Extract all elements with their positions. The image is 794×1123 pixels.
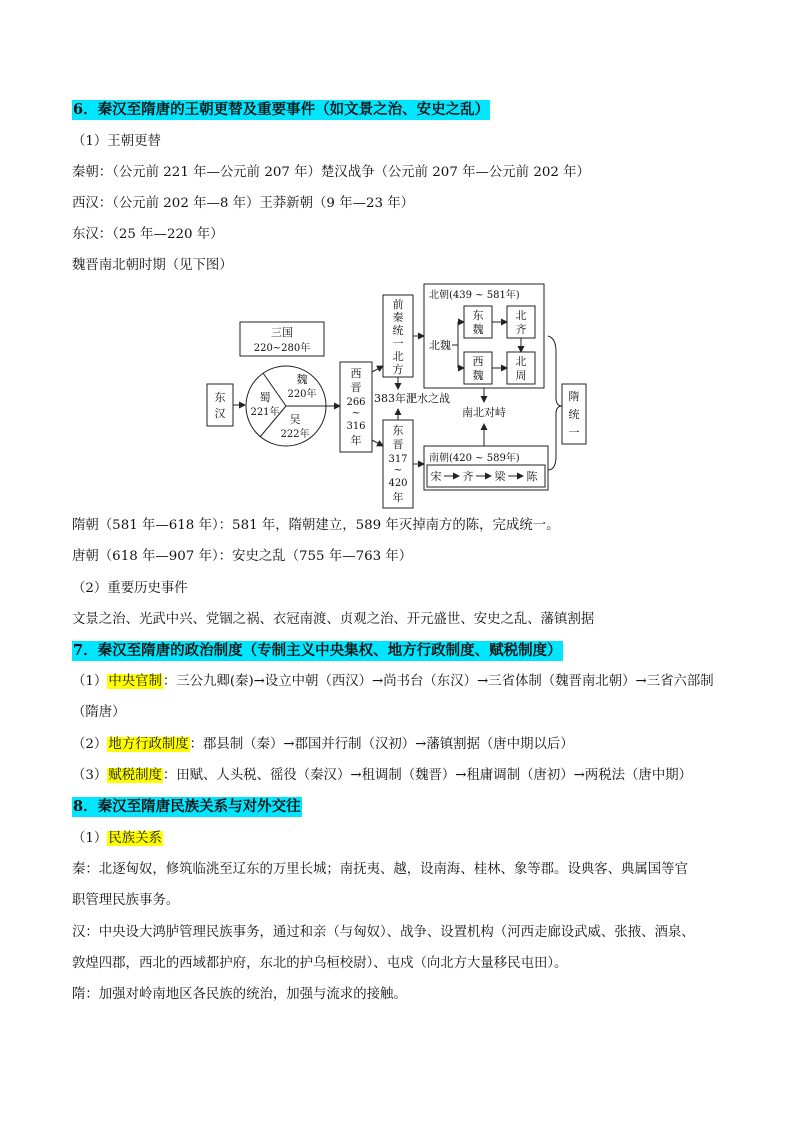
section-8-heading: 8．秦汉至隋唐民族关系与对外交往	[73, 798, 301, 815]
tax-system-line: （3）赋税制度：田赋、人头税、徭役（秦汉）→租调制（魏晋）→租庸调制（唐初）→两税法（唐中期）	[72, 768, 692, 783]
sui-char-2: 统	[568, 408, 580, 421]
dongwei-char-2: 魏	[472, 323, 484, 336]
xiwei-char-1: 西	[472, 355, 484, 368]
donghan-char-2: 汉	[214, 407, 226, 420]
qin-dynasty-line: 秦朝：（公元前 221 年—公元前 207 年）楚汉战争（公元前 207 年—公元前 202 年）	[72, 165, 590, 180]
weijin-line: 魏晋南北朝时期（见下图）	[72, 258, 233, 273]
sanguo-label: 三国	[271, 326, 293, 339]
central-official-cont: （隋唐）	[72, 705, 126, 720]
donghan-char-1: 东	[214, 391, 226, 404]
xihan-line: 西汉：（公元前 202 年—8 年）王莽新朝（9 年—23 年）	[72, 196, 415, 211]
sanguo-years: 220~280年	[253, 343, 311, 354]
central-official-line: （1）中央官制：三公九卿(秦)→设立中朝（西汉）→尚书台（东汉）→三省体制（魏晋南北朝）→三省六部制	[72, 674, 714, 689]
shu-years: 221年	[250, 407, 280, 418]
han-ethnic-line-1: 汉：中央设大鸿胪管理民族事务，通过和亲（与匈奴）、战争、设置机构（河西走廊设武威、张掖、酒泉、	[72, 925, 695, 940]
dongjin-char-4: ~	[393, 465, 403, 476]
nanchao-qi: 齐	[462, 470, 474, 483]
sui-ethnic-line: 隋：加强对岭南地区各民族的统治，加强与流求的接触。	[72, 987, 407, 1002]
ethnic-relations-line: （1）民族关系	[72, 831, 162, 846]
beichao-label: 北朝(439 ~ 581年)	[429, 290, 520, 301]
dongjin-char-6: 年	[392, 491, 404, 504]
tang-dynasty-line: 唐朝（618 年—907 年）：安史之乱（755 年—763 年）	[72, 549, 413, 564]
xijin-char-2: 晋	[350, 381, 362, 394]
section-6-sub2: （2）重要历史事件	[72, 581, 188, 596]
qianqin-char-4: 一	[392, 337, 404, 350]
nanbei-label: 南北对峙	[462, 406, 506, 419]
beizhou-char-2: 周	[515, 369, 527, 382]
qin-ethnic-line-1: 秦：北逐匈奴，修筑临洮至辽东的万里长城；南抚夷、越，设南海、桂林、象等郡。设典客、典属国等官	[72, 862, 688, 877]
events-line: 文景之治、光武中兴、党锢之祸、衣冠南渡、贞观之治、开元盛世、安史之乱、藩镇割据	[72, 612, 595, 627]
qin-ethnic-line-2: 职管理民族事务。	[72, 893, 180, 908]
ethnic-relations-highlight: 民族关系	[108, 831, 162, 846]
sui-char-1: 隋	[568, 390, 580, 403]
wei-label: 魏	[296, 373, 308, 386]
nanchao-song: 宋	[430, 470, 442, 483]
local-admin-line: （2）地方行政制度：郡县制（秦）→郡国并行制（汉初）→藩镇割据（唐中期以后）	[72, 737, 574, 752]
qianqin-char-5: 北	[392, 350, 404, 363]
xijin-char-3: 266	[346, 397, 366, 408]
tax-system-highlight: 赋税制度	[108, 768, 162, 783]
central-official-highlight: 中央官制	[108, 674, 162, 689]
dongwei-char-1: 东	[472, 309, 484, 322]
section-6-heading: 6．秦汉至隋唐的王朝更替及重要事件（如文景之治、安史之乱）	[73, 101, 490, 118]
feishui-label: 383年淝水之战	[374, 392, 450, 405]
dongjin-char-3: 317	[388, 454, 408, 465]
nanchao-liang: 梁	[494, 470, 506, 483]
beiqi-char-1: 北	[515, 309, 527, 322]
xijin-char-5: 316	[346, 421, 366, 432]
local-admin-highlight: 地方行政制度	[108, 737, 189, 752]
xijin-char-1: 西	[350, 367, 362, 380]
sui-char-3: 一	[568, 426, 580, 439]
nanchao-label: 南朝(420 ~ 589年)	[429, 453, 520, 464]
nanchao-chen: 陈	[526, 470, 538, 483]
qianqin-char-3: 统	[392, 324, 404, 337]
xijin-char-4: ~	[351, 408, 361, 419]
beizhou-char-1: 北	[515, 355, 527, 368]
xiwei-char-2: 魏	[472, 369, 484, 382]
beiwei-label: 北魏	[429, 339, 451, 352]
sui-dynasty-line: 隋朝（581 年—618 年）：581 年，隋朝建立，589 年灭掉南方的陈，完成统一。	[72, 518, 560, 533]
dongjin-char-2: 晋	[392, 438, 404, 451]
section-7-heading: 7．秦汉至隋唐的政治制度（专制主义中央集权、地方行政制度、赋税制度）	[73, 642, 562, 659]
xijin-char-6: 年	[350, 434, 362, 447]
wu-label: 吴	[289, 413, 301, 426]
donghan-line: 东汉：（25 年—220 年）	[72, 227, 224, 242]
qianqin-char-2: 秦	[392, 311, 404, 324]
dongjin-char-5: 420	[388, 478, 408, 489]
qianqin-char-1: 前	[392, 298, 404, 311]
han-ethnic-line-2: 敦煌四郡，西北的西域都护府，东北的护乌桓校尉）、屯戍（向北方大量移民屯田）。	[72, 956, 568, 971]
shu-label: 蜀	[259, 391, 271, 404]
beiqi-char-2: 齐	[515, 323, 527, 336]
section-6-sub1: （1）王朝更替	[72, 134, 161, 149]
wu-years: 222年	[280, 429, 310, 440]
qianqin-char-6: 方	[392, 363, 404, 376]
wei-years: 220年	[287, 389, 317, 400]
dongjin-char-1: 东	[392, 424, 404, 437]
